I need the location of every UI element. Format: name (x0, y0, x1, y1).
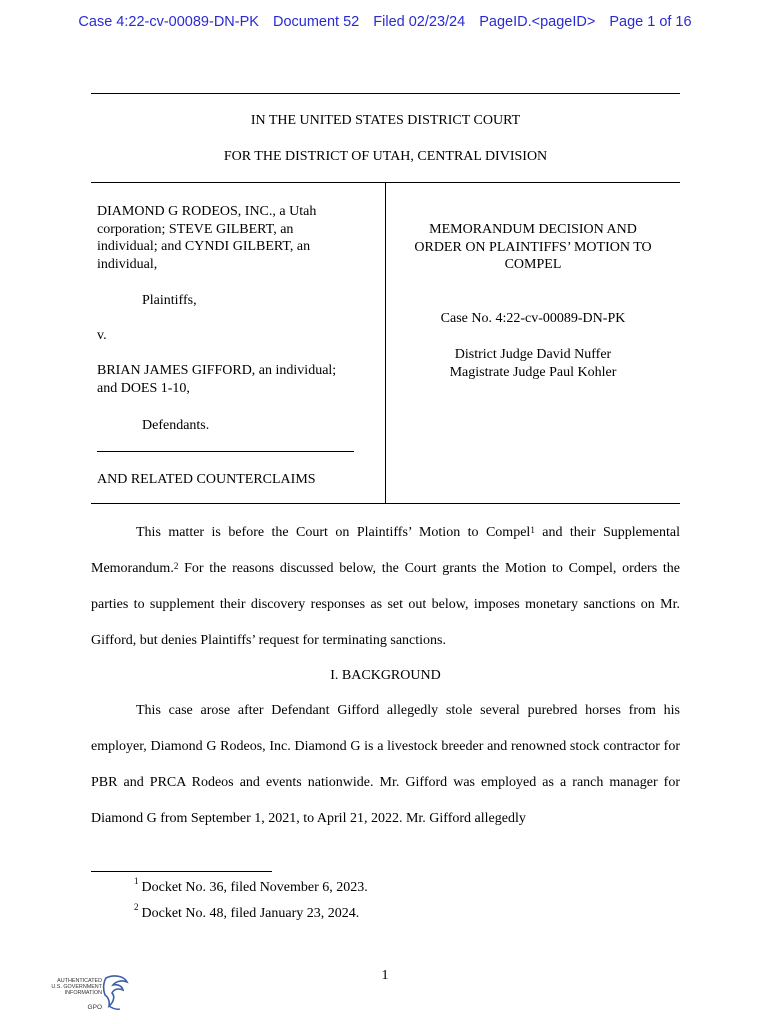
court-name: IN THE UNITED STATES DISTRICT COURT (250, 113, 521, 128)
defendants-block (97, 362, 377, 397)
header-filed-date: Filed 02/23/24 (373, 14, 466, 30)
defendants-label: Defendants. (142, 418, 210, 433)
background-paragraph (91, 693, 680, 837)
document-title-line: COMPEL (504, 257, 562, 272)
related-counterclaims: AND RELATED COUNTERCLAIMS (97, 472, 316, 487)
header-document-number: Document 52 (272, 14, 360, 30)
footnote-number: 1 (134, 876, 139, 886)
footnote-ref-2[interactable]: 2 (173, 561, 179, 571)
eagle-icon (100, 974, 130, 1014)
document-title (386, 221, 680, 274)
header-case-number: Case 4:22-cv-00089-DN-PK (78, 14, 259, 30)
page-number: 1 (381, 968, 389, 983)
top-rule (91, 93, 680, 94)
document-title-line: ORDER ON PLAINTIFFS’ MOTION TO (414, 239, 652, 255)
gpo-authentication-seal (44, 970, 134, 1016)
header-page-count: Page 1 of 16 (609, 14, 692, 30)
plaintiffs-label: Plaintiffs, (142, 293, 197, 308)
header-page-id: PageID.<pageID> (479, 14, 596, 30)
footnote-separator (91, 871, 272, 872)
court-division: FOR THE DISTRICT OF UTAH, CENTRAL DIVISION (223, 149, 548, 164)
plaintiffs-line: individual, (97, 256, 158, 272)
plaintiffs-line: individual; and CYNDI GILBERT, an (97, 239, 311, 254)
counterclaims-rule (97, 451, 354, 452)
gpo-seal-text (44, 978, 102, 996)
plaintiffs-block (97, 203, 367, 273)
footnote-ref-1[interactable]: 1 (530, 525, 535, 535)
gpo-seal-line: U.S. GOVERNMENT (51, 984, 102, 990)
background-text: This case arose after Defendant Gifford allegedly stole several purebred horses from his employer, Diamond G Rodeos, Inc. Diamond G is a livestock breeder and renowned stock contractor for PBR and PRCA Rodeos and events nationwide. Mr. Gifford was employed as a ranch manager for Diamond G from September 1, 2021, to April 21, 2022. Mr. Gifford allegedly (91, 703, 680, 826)
defendants-line: BRIAN JAMES GIFFORD, an individual; (97, 363, 337, 378)
plaintiffs-line: DIAMOND G RODEOS, INC., a Utah (97, 204, 317, 219)
footnote-text: Docket No. 36, filed November 6, 2023. (141, 880, 368, 895)
gpo-mark: GPO (87, 1004, 102, 1011)
caption-bottom-rule (91, 503, 680, 504)
ecf-header (0, 14, 770, 30)
gpo-seal-line: INFORMATION (64, 990, 102, 996)
plaintiffs-line: corporation; STEVE GILBERT, an (97, 221, 294, 237)
footnote-text: Docket No. 48, filed January 23, 2024. (141, 906, 360, 921)
intro-text: and their Supplemental Memorandum. (91, 525, 680, 576)
versus: v. (97, 328, 107, 343)
case-number: Case No. 4:22-cv-00089-DN-PK (440, 311, 626, 326)
gpo-seal-line: AUTHENTICATED (57, 978, 102, 984)
defendants-line: and DOES 1-10, (97, 380, 190, 396)
section-heading: I. BACKGROUND (330, 668, 441, 683)
footnote-number: 2 (134, 902, 139, 912)
intro-text: This matter is before the Court on Plaintiffs’ Motion to Compel (136, 525, 531, 540)
magistrate-judge: Magistrate Judge Paul Kohler (449, 365, 617, 380)
footnote-2 (134, 902, 360, 922)
intro-paragraph (91, 515, 680, 659)
district-judge: District Judge David Nuffer (454, 347, 612, 362)
footnote-1 (134, 876, 368, 896)
document-title-line: MEMORANDUM DECISION AND (429, 222, 637, 237)
intro-text: For the reasons discussed below, the Court grants the Motion to Compel, orders the parties to supplement their discovery responses as set out below, imposes monetary sanctions on Mr. Gifford, but denies Plaintiffs’ request for terminating sanctions. (91, 561, 680, 648)
